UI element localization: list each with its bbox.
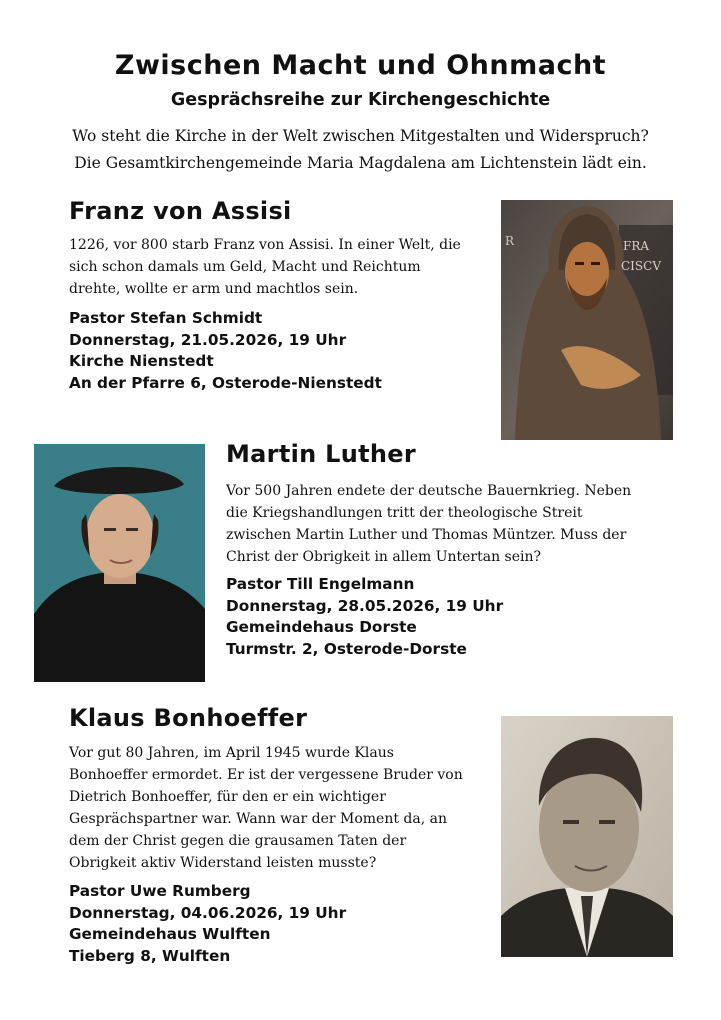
intro-line-1: Wo steht die Kirche in der Welt zwischen Mitgestalten und Widerspruch? xyxy=(72,127,649,145)
event-date: Donnerstag, 28.05.2026, 19 Uhr xyxy=(226,596,504,615)
address: Turmstr. 2, Osterode-Dorste xyxy=(226,639,467,658)
venue: Gemeindehaus Dorste xyxy=(226,618,417,637)
fresco-lettering-right-2: CISCV xyxy=(621,259,661,273)
venue: Kirche Nienstedt xyxy=(69,352,214,371)
section-heading-bonhoeffer: Klaus Bonhoeffer xyxy=(69,704,308,732)
description-line: 1226, vor 800 starb Franz von Assisi. In einer Welt, die xyxy=(69,237,461,253)
speaker: Pastor Stefan Schmidt xyxy=(69,309,263,327)
speaker: Pastor Till Engelmann xyxy=(226,575,415,593)
section-heading-franz: Franz von Assisi xyxy=(69,197,292,225)
section-description-luther xyxy=(226,480,676,568)
description-line: zwischen Martin Luther und Thomas Müntzer. Muss der xyxy=(226,527,627,543)
description-line: Dietrich Bonhoeffer, für den er ein wichtiger xyxy=(69,789,386,805)
description-line: Christ der Obrigkeit in allem Untertan sein? xyxy=(226,549,542,565)
description-line: Vor 500 Jahren endete der deutsche Bauernkrieg. Neben xyxy=(226,483,632,499)
portrait-klaus-bonhoeffer xyxy=(501,716,673,957)
address: Tieberg 8, Wulften xyxy=(69,946,231,965)
fresco-lettering-right-1: FRA xyxy=(623,239,650,253)
page-subtitle: Gesprächsreihe zur Kirchengeschichte xyxy=(170,90,551,110)
venue: Gemeindehaus Wulften xyxy=(69,925,271,944)
description-line: dem der Christ gegen die grausamen Taten der xyxy=(69,833,407,849)
section-heading-luther: Martin Luther xyxy=(226,440,417,468)
speaker: Pastor Uwe Rumberg xyxy=(69,882,251,900)
section-description-franz xyxy=(69,234,489,300)
event-date: Donnerstag, 04.06.2026, 19 Uhr xyxy=(69,903,347,922)
section-details-franz xyxy=(69,308,382,394)
description-line: Vor gut 80 Jahren, im April 1945 wurde Klaus xyxy=(69,745,394,761)
description-line: Gesprächspartner war. Wann war der Moment da, an xyxy=(69,811,448,827)
portrait-franz-von-assisi xyxy=(501,200,673,440)
page-title: Zwischen Macht und Ohnmacht xyxy=(114,50,607,81)
intro-line-2: Die Gesamtkirchengemeinde Maria Magdalena am Lichtenstein lädt ein. xyxy=(74,154,647,172)
description-line: die Kriegshandlungen tritt der theologische Streit xyxy=(226,505,583,521)
section-details-bonhoeffer xyxy=(69,881,346,967)
description-line: Bonhoeffer ermordet. Er ist der vergessene Bruder von xyxy=(69,767,463,783)
description-line: Obrigkeit aktiv Widerstand leisten musste? xyxy=(69,855,377,871)
description-line: drehte, wollte er arm und machtlos sein. xyxy=(69,281,359,297)
section-description-bonhoeffer xyxy=(69,742,489,874)
portrait-martin-luther xyxy=(34,444,205,682)
address: An der Pfarre 6, Osterode-Nienstedt xyxy=(69,373,382,392)
event-date: Donnerstag, 21.05.2026, 19 Uhr xyxy=(69,330,347,349)
section-details-luther xyxy=(226,574,503,660)
description-line: sich schon damals um Geld, Macht und Reichtum xyxy=(69,259,421,275)
fresco-lettering-left: R xyxy=(505,234,515,248)
